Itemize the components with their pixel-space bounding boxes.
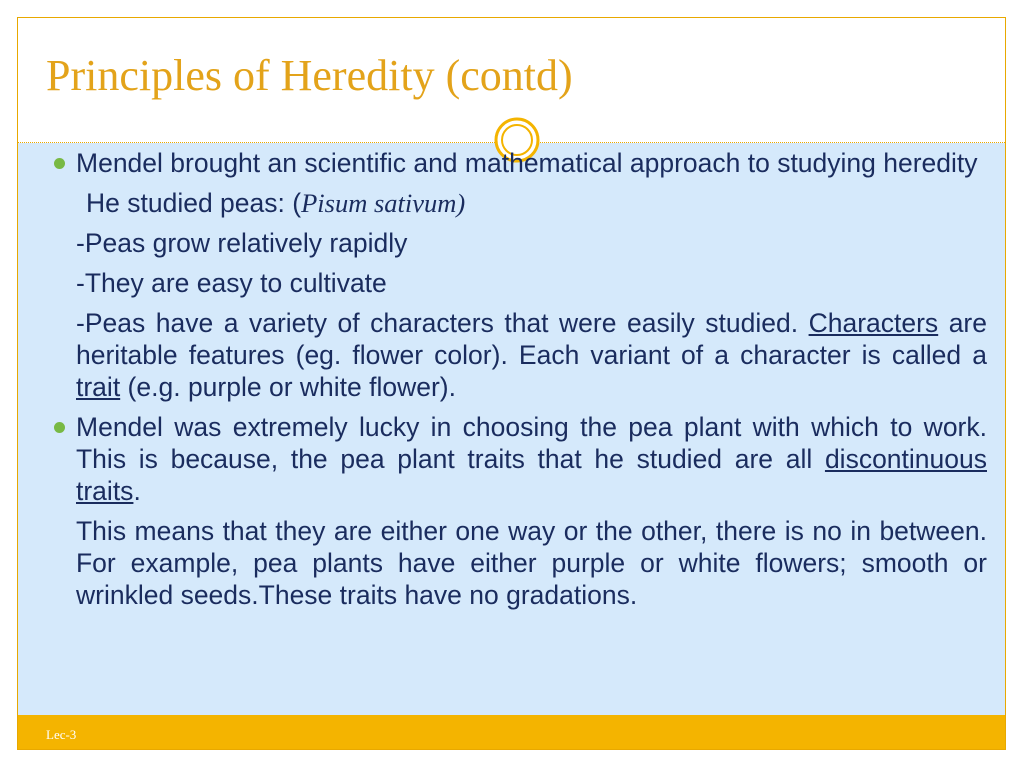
paragraph-text: -Peas grow relatively rapidly bbox=[76, 228, 408, 258]
footer-label: Lec-3 bbox=[46, 727, 77, 742]
scientific-name: Pisum sativum) bbox=[301, 188, 466, 218]
paragraph-text: This means that they are either one way or the other, there is no in between. For example, pea plants have either purple or white flowers; smooth or wrinkled seeds.These traits have no gradations. bbox=[76, 516, 987, 610]
sub-paragraph bbox=[54, 515, 987, 611]
paragraph-text: Mendel was extremely lucky in choosing the pea plant with which to work. This is because, the pea plant traits that he studied are all bbox=[76, 412, 987, 474]
paragraph-text: He studied peas: ( bbox=[86, 188, 302, 218]
sub-paragraph bbox=[54, 307, 987, 403]
slide-body bbox=[54, 147, 987, 619]
sub-paragraph bbox=[54, 267, 987, 299]
sub-paragraph bbox=[54, 227, 987, 259]
paragraph-text: are heritable features (eg. flower color). Each variant of a character is called a bbox=[76, 308, 987, 370]
bullet-paragraph bbox=[54, 411, 987, 507]
underlined-term: discontinuous traits bbox=[76, 444, 987, 506]
underlined-term: trait bbox=[76, 372, 121, 402]
paragraph-text: -Peas have a variety of characters that were easily studied. bbox=[76, 308, 809, 338]
underlined-term: Characters bbox=[808, 308, 939, 338]
paragraph-text: Mendel brought an scientific and mathematical approach to studying heredity bbox=[76, 148, 978, 178]
bullet-paragraph bbox=[54, 147, 987, 179]
footer-bar bbox=[18, 715, 1005, 749]
paragraph-text: (e.g. purple or white flower). bbox=[120, 372, 456, 402]
sub-paragraph bbox=[54, 187, 987, 219]
slide-title: Principles of Heredity (contd) bbox=[46, 51, 573, 100]
paragraph-text: -They are easy to cultivate bbox=[76, 268, 387, 298]
paragraph-text: . bbox=[133, 476, 141, 506]
